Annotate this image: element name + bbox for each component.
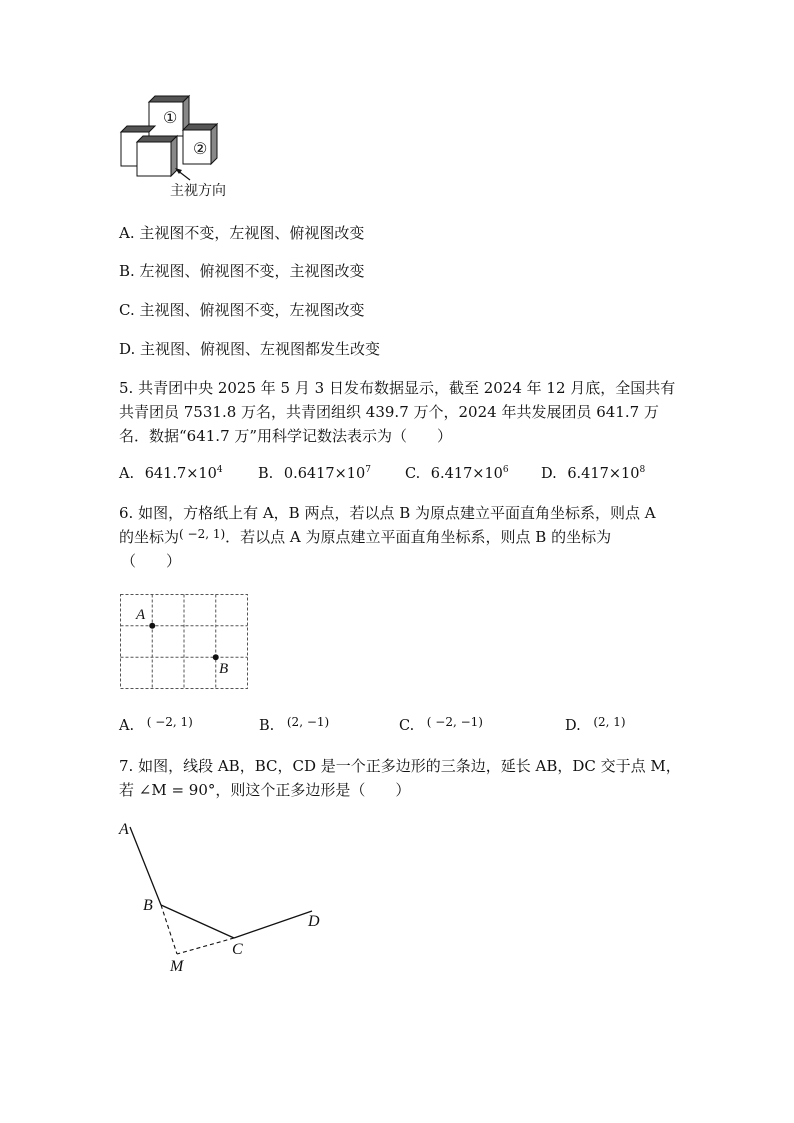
q5-option-d — [541, 466, 645, 482]
q6-option-d-letter: D. — [565, 718, 581, 734]
q5-option-d-exp: 8 — [639, 465, 646, 476]
q4-option-c: C. 主视图、俯视图不变，左视图改变 — [119, 301, 365, 319]
q6-stem-line-2 — [119, 526, 611, 549]
label-d: D — [308, 913, 320, 930]
q5-stem-line-3: 名．数据“641.7 万”用科学记数法表示为（ ） — [119, 427, 453, 445]
q5-option-a — [119, 466, 223, 482]
q5-option-b-letter: B. — [258, 466, 274, 482]
q5-option-b-exp: 7 — [365, 465, 371, 476]
q5-stem-line-1: 5. 共青团中央 2025 年 5 月 3 日发布数据显示，截至 2024 年 12 月底，全国共有 — [119, 379, 676, 397]
q6-stem-line-2-pre: 的坐标为 — [119, 528, 180, 546]
cube-figure — [115, 92, 245, 204]
q4-option-a: A. 主视图不变，左视图、俯视图改变 — [119, 224, 365, 242]
q6-given-coordinate: ( −2, 1) — [179, 527, 226, 541]
q6-option-a-coord: ( −2, 1) — [146, 715, 193, 729]
view-direction-label: 主视方向 — [170, 183, 226, 199]
q7-stem-line-2: 若 ∠M = 90°，则这个正多边形是（ ） — [119, 781, 411, 799]
q6-option-b-letter: B. — [259, 718, 275, 734]
grid-label-a: A — [136, 607, 146, 623]
q6-option-b — [259, 715, 330, 734]
q6-stem-line-3: （ ） — [121, 552, 182, 570]
q6-option-a — [119, 715, 193, 734]
q6-option-d-coord: (2, 1) — [593, 715, 626, 729]
q4-option-d: D. 主视图、俯视图、左视图都发生改变 — [119, 340, 381, 358]
q5-option-d-base: 6.417×10 — [567, 466, 640, 482]
q6-option-c-coord: ( −2, −1) — [426, 715, 483, 729]
q6-stem-line-1: 6. 如图，方格纸上有 A，B 两点，若以点 B 为原点建立平面直角坐标系，则点 A — [119, 504, 656, 522]
q7-stem-line-1: 7. 如图，线段 AB，BC，CD 是一个正多边形的三条边，延长 AB，DC 交于点 M， — [119, 757, 681, 775]
q6-option-b-coord: (2, −1) — [286, 715, 330, 729]
q6-grid-figure — [119, 593, 251, 691]
label-c: C — [232, 941, 243, 958]
q5-option-c-exp: 6 — [502, 465, 509, 476]
q7-polygon-figure — [110, 815, 340, 985]
q5-option-c-base: 6.417×10 — [430, 466, 503, 482]
q5-stem-line-2: 共青团员 7531.8 万名，共青团组织 439.7 万个，2024 年共发展团员 641.7 万 — [119, 403, 659, 421]
q5-option-d-letter: D. — [541, 466, 557, 482]
label-a: A — [119, 821, 129, 838]
q4-option-b: B. 左视图、俯视图不变，主视图改变 — [119, 262, 365, 280]
q5-option-b-base: 0.6417×10 — [283, 466, 366, 482]
q5-option-c — [405, 466, 509, 482]
q6-option-c-letter: C. — [399, 718, 415, 734]
q5-option-a-base: 641.7×10 — [144, 466, 217, 482]
point-a-dot — [149, 623, 155, 629]
label-b: B — [143, 897, 153, 914]
cube-label-2: ② — [193, 139, 208, 158]
q5-option-b — [258, 466, 371, 482]
q6-option-d — [565, 715, 626, 734]
q5-option-a-exp: 4 — [216, 465, 223, 476]
label-m: M — [170, 958, 184, 975]
point-b-dot — [213, 654, 219, 660]
grid-label-b: B — [219, 661, 229, 677]
q5-option-c-letter: C. — [405, 466, 421, 482]
q6-stem-line-2-post: ．若以点 A 为原点建立平面直角坐标系，则点 B 的坐标为 — [225, 528, 612, 546]
q6-option-c — [399, 715, 483, 734]
q6-option-a-letter: A. — [119, 718, 135, 734]
cube-label-1: ① — [163, 108, 178, 127]
q5-option-a-letter: A. — [119, 466, 135, 482]
